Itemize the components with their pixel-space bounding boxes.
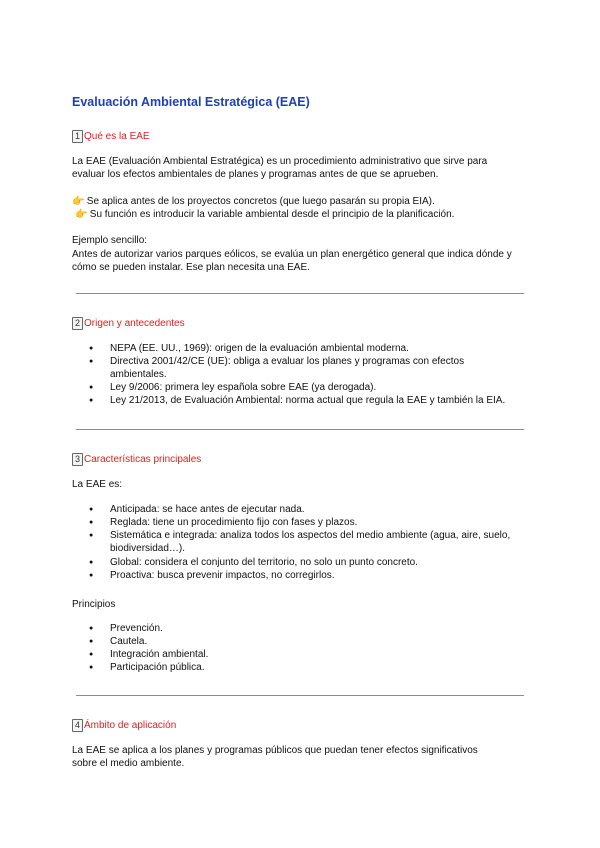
section-1-point (72, 195, 532, 208)
section-1-point (75, 208, 535, 221)
characteristics-list-continued (72, 556, 542, 582)
list-item (72, 556, 542, 569)
section-number-badge: 1 (72, 130, 83, 143)
list-item-text: Prevención. (110, 623, 163, 634)
section-1-heading (72, 130, 150, 143)
section-heading-text: Origen y antecedentes (84, 318, 185, 329)
section-divider (76, 293, 524, 294)
example-text (72, 248, 542, 274)
section-3-heading (72, 453, 201, 466)
list-item-text: Ley 21/2013, de Evaluación Ambiental: norma actual que regula la EAE y también la EIA. (110, 395, 506, 406)
list-item-continuation: biodiversidad…). (110, 543, 186, 554)
list-item (72, 503, 542, 516)
document-title: Evaluación Ambiental Estratégica (EAE) (72, 95, 310, 109)
section-heading-text: Qué es la EAE (84, 131, 150, 142)
list-item-text: NEPA (EE. UU., 1969): origen de la evaluación ambiental moderna. (110, 343, 409, 354)
list-item-text: Reglada: tiene un procedimiento fijo con fases y plazos. (110, 517, 358, 528)
origin-list-continued (72, 381, 542, 407)
list-item-text: Global: considera el conjunto del territorio, no solo un punto concreto. (110, 557, 418, 568)
scope-text (72, 744, 532, 770)
intro-line: La EAE (Evaluación Ambiental Estratégica) es un procedimiento administrativo que sirve para (72, 156, 488, 167)
list-item (72, 635, 542, 648)
list-item (72, 355, 542, 368)
list-item-continuation: ambientales. (110, 369, 167, 380)
list-item (72, 516, 542, 529)
list-item (72, 622, 542, 635)
list-item-text: Integración ambiental. (110, 649, 209, 660)
section-2-heading (72, 317, 185, 330)
intro-line: evaluar los efectos ambientales de planes y programas antes de que se aprueben. (72, 169, 439, 180)
example-line: cómo se pueden instalar. Ese plan necesita una EAE. (72, 262, 310, 273)
list-item (72, 661, 542, 674)
section-number-badge: 2 (72, 317, 83, 330)
section-divider (76, 429, 524, 430)
list-item (72, 381, 542, 394)
list-item (72, 342, 542, 355)
scope-line: sobre el medio ambiente. (72, 758, 185, 769)
principles-list (72, 622, 542, 674)
list-item-text: Sistemática e integrada: analiza todos los aspectos del medio ambiente (agua, aire, suelo, (110, 530, 511, 541)
pointing-hand-icon: 👉 (75, 209, 88, 220)
section-number-badge: 3 (72, 453, 83, 466)
point-text: Su función es introducir la variable ambiental desde el principio de la planificación. (87, 209, 455, 220)
list-item-text: Participación pública. (110, 662, 205, 673)
list-item-text: Cautela. (110, 636, 148, 647)
section-4-heading (72, 719, 176, 732)
characteristics-list (72, 503, 542, 542)
list-item-text: Directiva 2001/42/CE (UE): obliga a evaluar los planes y programas con efectos (110, 356, 465, 367)
scope-line: La EAE se aplica a los planes y programas públicos que puedan tener efectos significativos (72, 745, 478, 756)
point-text: Se aplica antes de los proyectos concretos (que luego pasarán su propia EIA). (84, 196, 435, 207)
section-number-badge: 4 (72, 719, 83, 732)
list-item-text: Anticipada: se hace antes de ejecutar nada. (110, 504, 305, 515)
list-item (72, 529, 542, 542)
section-divider (76, 695, 524, 696)
section-heading-text: Características principales (84, 454, 202, 465)
section-heading-text: Ámbito de aplicación (84, 720, 177, 731)
list-item (72, 394, 542, 407)
pointing-hand-icon: 👉 (72, 196, 85, 207)
example-label: Ejemplo sencillo: (72, 235, 148, 246)
list-item (72, 569, 542, 582)
example-line: Antes de autorizar varios parques eólicos, se evalúa un plan energético general que indica dónde y (72, 249, 512, 260)
list-item-text: Ley 9/2006: primera ley española sobre EAE (ya derogada). (110, 382, 377, 393)
list-item (72, 648, 542, 661)
list-item-text: Proactiva: busca prevenir impactos, no corregirlos. (110, 570, 335, 581)
section-1-intro (72, 155, 532, 181)
origin-list (72, 342, 542, 368)
principles-label: Principios (72, 599, 116, 610)
characteristics-lead: La EAE es: (72, 479, 123, 490)
